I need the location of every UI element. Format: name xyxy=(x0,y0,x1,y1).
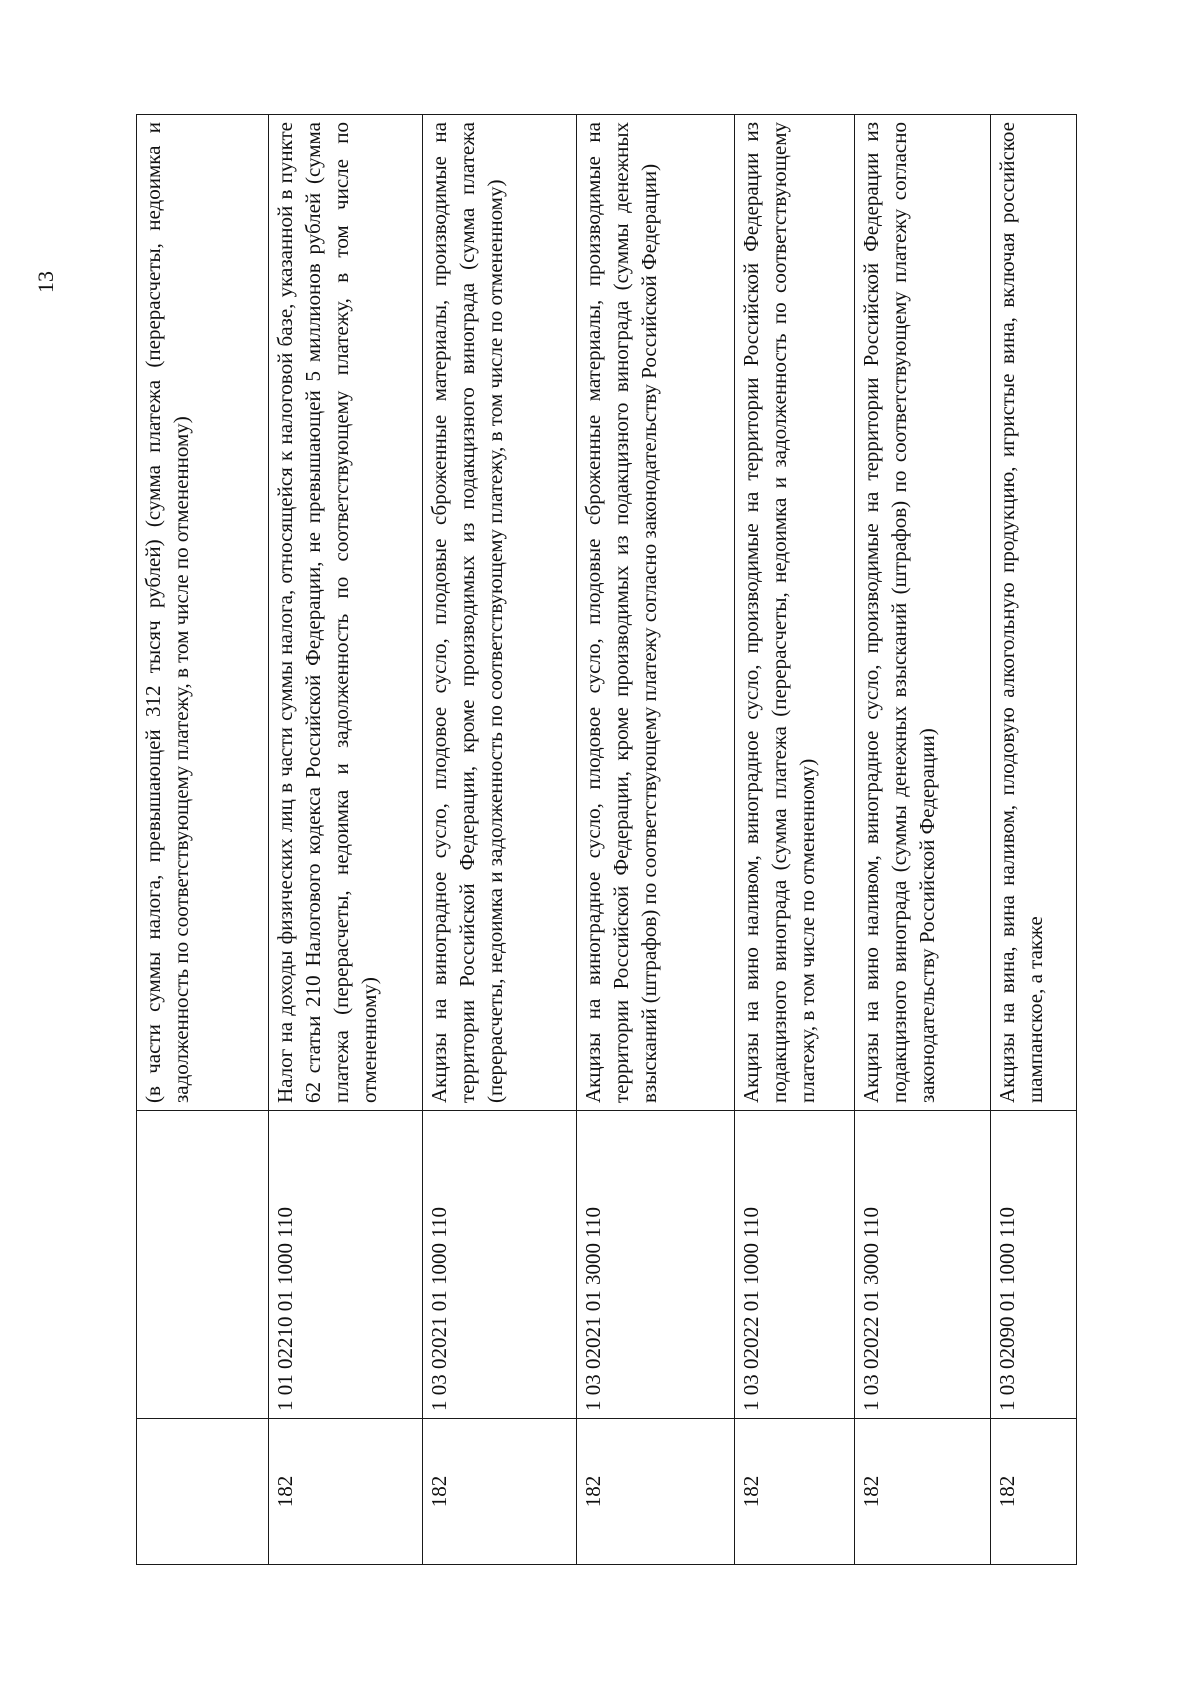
budget-code-cell: 1 03 02022 01 1000 110 xyxy=(735,1111,855,1419)
table-row xyxy=(991,115,1077,1565)
income-name-text: Акцизы на вина, вина наливом, плодовую алкогольную продукцию, игристые вина, включая российское шампанское, а также xyxy=(995,122,1047,1103)
income-name-cell: Налог на доходы физических лиц в части суммы налога, относящейся к налоговой базе, указанной в пункте 62 статьи 210 Налогового кодекса Российской Федерации, не превышающей 5 миллионов рублей (сумма платежа (перерасчеты, недоимка и задолженность по соответствующему платежу, в том числе по отмененному) xyxy=(269,115,423,1111)
table-row xyxy=(855,115,991,1565)
income-name-cell: Акцизы на вино наливом, виноградное сусло, производимые на территории Российской Федерации из подакцизного винограда (сумма платежа (перерасчеты, недоимка и задолженность по соответствующему платежу, в том числе по отмененному) xyxy=(735,115,855,1111)
table-row xyxy=(137,115,269,1565)
admin-code-cell: 182 xyxy=(269,1419,423,1565)
admin-code-cell xyxy=(137,1419,269,1565)
budget-code-cell: 1 03 02021 01 3000 110 xyxy=(577,1111,735,1419)
admin-code-cell: 182 xyxy=(991,1419,1077,1565)
admin-code-cell: 182 xyxy=(577,1419,735,1565)
admin-code-cell: 182 xyxy=(855,1419,991,1565)
budget-code-cell xyxy=(137,1111,269,1419)
income-name-cell xyxy=(991,115,1077,1111)
budget-code-cell: 1 01 02210 01 1000 110 xyxy=(269,1111,423,1419)
budget-codes-table xyxy=(136,114,1077,1565)
table-row xyxy=(577,115,735,1565)
admin-code-cell: 182 xyxy=(735,1419,855,1565)
budget-code-cell: 1 03 02022 01 3000 110 xyxy=(855,1111,991,1419)
table-row xyxy=(735,115,855,1565)
table-row xyxy=(423,115,577,1565)
income-name-cell: Акцизы на виноградное сусло, плодовое сусло, плодовые сброженные материалы, производимые на территории Российской Федерации, кроме производимых из подакцизного винограда (сумма платежа (перерасчеты, недоимка и задолженность по соответствующему платежу, в том числе по отмененному) xyxy=(423,115,577,1111)
income-name-cell: Акцизы на виноградное сусло, плодовое сусло, плодовые сброженные материалы, производимые на территории Российской Федерации, кроме производимых из подакцизного винограда (суммы денежных взысканий (штрафов) по соответствующему платежу согласно законодательству Российской Федерации) xyxy=(577,115,735,1111)
budget-code-cell: 1 03 02021 01 1000 110 xyxy=(423,1111,577,1419)
table-row xyxy=(269,115,423,1565)
income-name-cell: (в части суммы налога, превышающей 312 тысяч рублей) (сумма платежа (перерасчеты, недоимка и задолженность по соответствующему платежу, в том числе по отмененному) xyxy=(137,115,269,1111)
income-name-cell: Акцизы на вино наливом, виноградное сусло, производимые на территории Российской Федерации из подакцизного винограда (суммы денежных взысканий (штрафов) по соответствующему платежу согласно законодательству Российской Федерации) xyxy=(855,115,991,1111)
budget-code-cell: 1 03 02090 01 1000 110 xyxy=(991,1111,1077,1419)
page-number: 13 xyxy=(33,271,58,293)
admin-code-cell: 182 xyxy=(423,1419,577,1565)
rotated-page-content xyxy=(136,115,1076,1565)
